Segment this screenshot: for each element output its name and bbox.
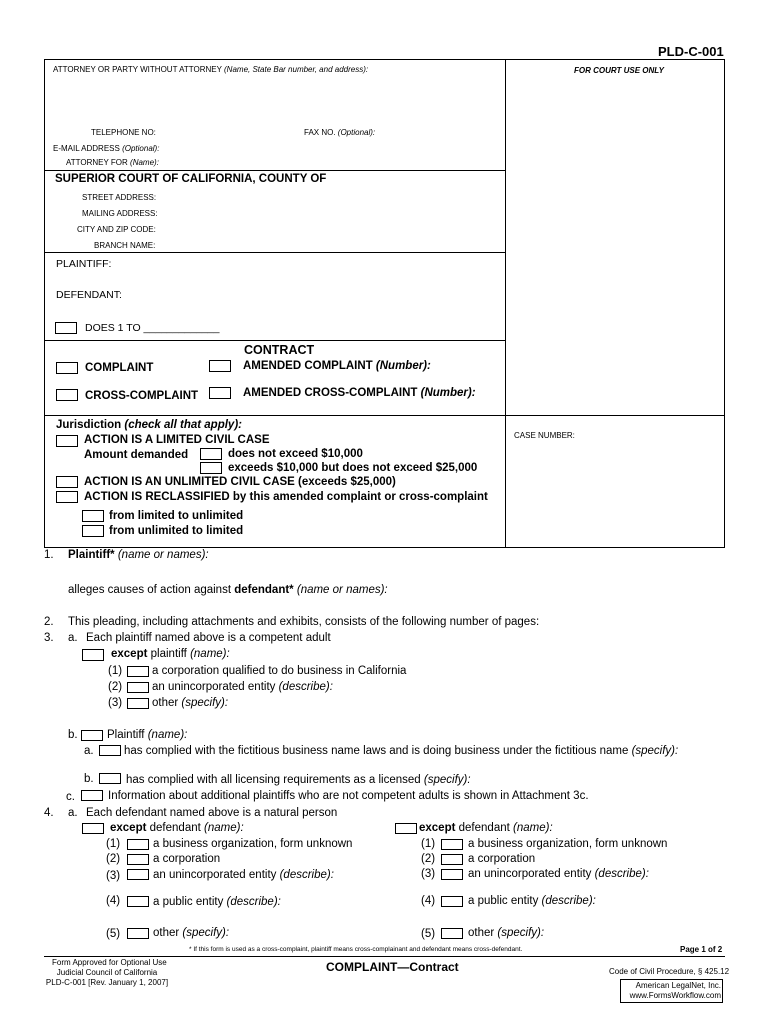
licensing-label: has complied with all licensing requirements as a licensed (specify): bbox=[126, 774, 471, 786]
city-label: CITY AND ZIP CODE: bbox=[77, 225, 156, 234]
form-id: PLD-C-001 bbox=[658, 44, 724, 59]
mailing-label: MAILING ADDRESS: bbox=[82, 209, 158, 218]
sub-3-number: (3) bbox=[108, 697, 123, 709]
attorney-for-label: ATTORNEY FOR (Name): bbox=[66, 158, 159, 167]
unincorp-right-label: an unincorporated entity (describe): bbox=[468, 868, 649, 880]
divider bbox=[44, 340, 505, 341]
unlimited-checkbox[interactable] bbox=[56, 476, 78, 488]
street-label: STREET ADDRESS: bbox=[82, 193, 157, 202]
contract-title: CONTRACT bbox=[244, 343, 315, 357]
defendant-label: DEFENDANT: bbox=[56, 289, 122, 301]
unincorp-label: an unincorporated entity (describe): bbox=[152, 681, 333, 693]
sub-5-number: (5) bbox=[106, 928, 121, 940]
bus-org-right-checkbox[interactable] bbox=[441, 839, 463, 850]
divider bbox=[44, 415, 725, 416]
amount-label: Amount demanded bbox=[84, 449, 189, 461]
cross-complaint-label: CROSS-COMPLAINT bbox=[85, 390, 199, 402]
item-3a-text: Each plaintiff named above is a competent adult bbox=[86, 632, 331, 644]
sub-2-number: (2) bbox=[421, 853, 436, 865]
public-right-label: a public entity (describe): bbox=[468, 895, 596, 907]
divider bbox=[44, 252, 505, 253]
lim-to-unlim-checkbox[interactable] bbox=[82, 510, 104, 522]
item-3-number: 3. bbox=[44, 632, 54, 644]
rev-label: PLD-C-001 [Rev. January 1, 2007] bbox=[45, 978, 169, 987]
sub-3-number: (3) bbox=[106, 870, 121, 882]
corp-left-checkbox[interactable] bbox=[127, 854, 149, 865]
item-1-text: Plaintiff* (name or names): bbox=[68, 549, 209, 561]
complaint-checkbox[interactable] bbox=[56, 362, 78, 374]
public-left-label: a public entity (describe): bbox=[153, 896, 281, 908]
does-label: DOES 1 TO _____________ bbox=[85, 322, 220, 334]
licensing-checkbox[interactable] bbox=[99, 773, 121, 784]
cross-complaint-checkbox[interactable] bbox=[56, 389, 78, 401]
public-right-checkbox[interactable] bbox=[441, 896, 463, 907]
plaintiff-b-label: Plaintiff (name): bbox=[107, 729, 188, 741]
unlim-to-lim-checkbox[interactable] bbox=[82, 525, 104, 537]
reclassified-label: ACTION IS RECLASSIFIED by this amended complaint or cross-complaint bbox=[84, 491, 488, 503]
code-label: Code of Civil Procedure, § 425.12 bbox=[609, 967, 730, 976]
except-plaintiff-checkbox[interactable] bbox=[82, 649, 104, 661]
corp-ca-checkbox[interactable] bbox=[127, 666, 149, 677]
sub-2-number: (2) bbox=[106, 853, 121, 865]
footnote: * If this form is used as a cross-complaint, plaintiff means cross-complainant and defendant means cross-defendant. bbox=[189, 946, 523, 953]
court-use-label: FOR COURT USE ONLY bbox=[574, 66, 664, 75]
legalnet-label: American LegalNet, Inc. bbox=[635, 981, 721, 990]
exceeds-label: exceeds $10,000 but does not exceed $25,000 bbox=[228, 462, 478, 474]
unincorp-checkbox[interactable] bbox=[127, 682, 149, 693]
fictitious-label: has complied with the fictitious business name laws and is doing business under the fictitious name (specify): bbox=[124, 745, 679, 757]
bus-org-left-checkbox[interactable] bbox=[127, 839, 149, 850]
reclassified-checkbox[interactable] bbox=[56, 491, 78, 503]
fictitious-checkbox[interactable] bbox=[99, 745, 121, 756]
sub-1-number: (1) bbox=[421, 838, 436, 850]
other-checkbox[interactable] bbox=[127, 698, 149, 709]
corp-right-checkbox[interactable] bbox=[441, 854, 463, 865]
sub-2-number: (2) bbox=[108, 681, 123, 693]
court-title: SUPERIOR COURT OF CALIFORNIA, COUNTY OF bbox=[55, 173, 327, 185]
except-defendant-left-checkbox[interactable] bbox=[82, 823, 104, 834]
telephone-label: TELEPHONE NO: bbox=[91, 128, 156, 137]
amended-cross-label: AMENDED CROSS-COMPLAINT (Number): bbox=[243, 387, 476, 399]
divider bbox=[44, 170, 505, 171]
complaint-label: COMPLAINT bbox=[85, 362, 154, 374]
other-left-label: other (specify): bbox=[153, 927, 230, 939]
except-defendant-left-label: except defendant (name): bbox=[110, 822, 244, 834]
unincorp-left-label: an unincorporated entity (describe): bbox=[153, 869, 334, 881]
amended-complaint-checkbox[interactable] bbox=[209, 360, 231, 372]
item-3b-letter: b. bbox=[68, 729, 78, 741]
other-right-checkbox[interactable] bbox=[441, 928, 463, 939]
sub-1-number: (1) bbox=[108, 665, 123, 677]
other-right-label: other (specify): bbox=[468, 927, 545, 939]
fax-label: FAX NO. (Optional): bbox=[304, 128, 376, 137]
item-1-alleges: alleges causes of action against defendant* (name or names): bbox=[68, 584, 388, 596]
item-3c-letter: c. bbox=[66, 791, 75, 803]
caption-divider bbox=[505, 59, 506, 548]
case-number-label: CASE NUMBER: bbox=[514, 431, 575, 440]
amended-cross-checkbox[interactable] bbox=[209, 387, 231, 399]
amended-complaint-label: AMENDED COMPLAINT (Number): bbox=[243, 360, 431, 372]
plaintiff-b-checkbox[interactable] bbox=[81, 730, 103, 741]
sub-3-number: (3) bbox=[421, 868, 436, 880]
item-4-number: 4. bbox=[44, 807, 54, 819]
item-3a-letter: a. bbox=[68, 632, 78, 644]
except-defendant-right-label: except defendant (name): bbox=[419, 822, 553, 834]
bus-org-right-label: a business organization, form unknown bbox=[468, 838, 668, 850]
public-left-checkbox[interactable] bbox=[127, 896, 149, 907]
corp-left-label: a corporation bbox=[153, 853, 221, 865]
item-1-number: 1. bbox=[44, 549, 54, 561]
jurisdiction-title: Jurisdiction (check all that apply): bbox=[56, 419, 242, 431]
exceeds-checkbox[interactable] bbox=[200, 462, 222, 474]
item-4a-text: Each defendant named above is a natural person bbox=[86, 807, 338, 819]
page-number: Page 1 of 2 bbox=[680, 945, 723, 954]
item-2-number: 2. bbox=[44, 616, 54, 628]
sub-1-number: (1) bbox=[106, 838, 121, 850]
other-label: other (specify): bbox=[152, 697, 229, 709]
sub-4-number: (4) bbox=[421, 895, 436, 907]
sub-4-number: (4) bbox=[106, 895, 121, 907]
branch-label: BRANCH NAME: bbox=[94, 241, 156, 250]
corp-right-label: a corporation bbox=[468, 853, 536, 865]
info-checkbox[interactable] bbox=[81, 790, 103, 801]
limited-checkbox[interactable] bbox=[56, 435, 78, 447]
info-label: Information about additional plaintiffs who are not competent adults is shown in Attachment 3c. bbox=[108, 790, 589, 802]
plaintiff-label: PLAINTIFF: bbox=[56, 258, 112, 270]
website-link[interactable]: www.FormsWorkflow.com bbox=[629, 991, 721, 1000]
approved-label: Form Approved for Optional Use bbox=[52, 958, 167, 967]
except-plaintiff-label: except plaintiff (name): bbox=[111, 648, 230, 660]
does-checkbox[interactable] bbox=[55, 322, 77, 334]
lim-to-unlim-label: from limited to unlimited bbox=[109, 510, 244, 522]
item-3b-a-letter: a. bbox=[84, 745, 94, 757]
footer-divider bbox=[44, 956, 725, 957]
except-defendant-right-checkbox[interactable] bbox=[395, 823, 417, 834]
other-left-checkbox[interactable] bbox=[127, 928, 149, 939]
sub-5-number: (5) bbox=[421, 928, 436, 940]
form-title: COMPLAINT—Contract bbox=[326, 960, 459, 974]
not-exceed-checkbox[interactable] bbox=[200, 448, 222, 460]
attorney-header: ATTORNEY OR PARTY WITHOUT ATTORNEY (Name, State Bar number, and address): bbox=[53, 65, 369, 74]
council-label: Judicial Council of California bbox=[56, 968, 158, 977]
email-label: E-MAIL ADDRESS (Optional): bbox=[53, 144, 160, 153]
unincorp-left-checkbox[interactable] bbox=[127, 869, 149, 880]
item-3b-b-letter: b. bbox=[84, 773, 94, 785]
not-exceed-label: does not exceed $10,000 bbox=[228, 448, 363, 460]
unlim-to-lim-label: from unlimited to limited bbox=[109, 525, 244, 537]
limited-label: ACTION IS A LIMITED CIVIL CASE bbox=[84, 434, 270, 446]
unlimited-label: ACTION IS AN UNLIMITED CIVIL CASE (exceeds $25,000) bbox=[84, 476, 396, 488]
item-2-text: This pleading, including attachments and exhibits, consists of the following number of pages: bbox=[68, 616, 540, 628]
item-4a-letter: a. bbox=[68, 807, 78, 819]
unincorp-right-checkbox[interactable] bbox=[441, 869, 463, 880]
bus-org-left-label: a business organization, form unknown bbox=[153, 838, 353, 850]
corp-ca-label: a corporation qualified to do business in California bbox=[152, 665, 407, 677]
